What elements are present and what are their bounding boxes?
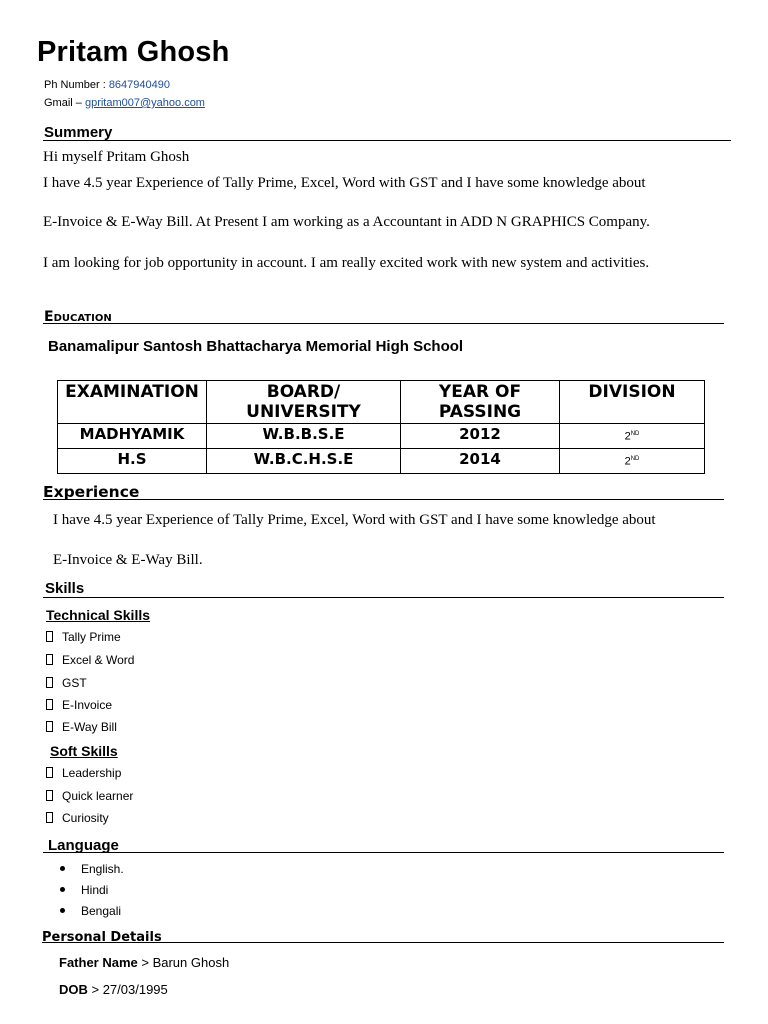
col-examination: EXAMINATION [58, 381, 207, 424]
table-row [58, 449, 705, 474]
phone-value: 8647940490 [108, 79, 170, 91]
soft-skills-heading: Soft Skills [50, 743, 118, 759]
summary-line-1: Hi myself Pritam Ghosh [43, 149, 190, 165]
col-division: DIVISION [560, 381, 705, 424]
bullet-icon [60, 908, 65, 913]
experience-heading: Experience [43, 483, 140, 501]
father-label: Father Name [59, 955, 138, 970]
email-link[interactable]: gpritam007@yahoo.com [84, 97, 205, 109]
skill-label: Quick learner [62, 789, 134, 803]
checkbox-icon [46, 812, 53, 823]
summary-divider [43, 140, 731, 141]
education-table [57, 380, 705, 474]
summary-line-3: E-Invoice & E-Way Bill. At Present I am working as a Accountant in ADD N GRAPHICS Company. [43, 214, 650, 230]
language-label: Hindi [81, 883, 109, 897]
education-heading: Education [44, 309, 112, 325]
division-suffix: ND [630, 431, 640, 437]
table-header-row [58, 381, 705, 424]
school-name: Banamalipur Santosh Bhattacharya Memorial High School [48, 338, 464, 355]
list-item [60, 862, 124, 876]
checkbox-icon [46, 790, 53, 801]
dob-line [59, 982, 168, 997]
board-cell: W.B.C.H.S.E [207, 449, 401, 474]
exam-cell: MADHYAMIK [58, 424, 207, 449]
skills-heading: Skills [45, 580, 85, 597]
experience-line-2: E-Invoice & E-Way Bill. [53, 552, 203, 568]
division-value: 2 [624, 455, 631, 468]
resume-name: Pritam Ghosh [37, 36, 230, 68]
list-item [46, 720, 117, 734]
checkbox-icon [46, 767, 53, 778]
division-cell [560, 424, 705, 449]
list-item [46, 676, 87, 690]
language-label: English. [81, 862, 124, 876]
father-value: > Barun Ghosh [137, 955, 230, 970]
skill-label: Curiosity [62, 811, 109, 825]
year-cell: 2014 [401, 449, 560, 474]
year-cell: 2012 [401, 424, 560, 449]
skills-divider [43, 597, 724, 598]
skill-label: GST [62, 676, 87, 690]
list-item [46, 653, 134, 667]
education-divider [43, 323, 724, 324]
table-row [58, 424, 705, 449]
summary-line-2: I have 4.5 year Experience of Tally Prime, Excel, Word with GST and I have some knowledge about [43, 175, 646, 191]
skill-label: Tally Prime [62, 630, 121, 644]
personal-divider [42, 942, 724, 943]
division-cell [560, 449, 705, 474]
phone-label: Ph Number : [44, 79, 109, 91]
board-cell: W.B.B.S.E [207, 424, 401, 449]
experience-divider [43, 499, 724, 500]
col-board: BOARD/ UNIVERSITY [207, 381, 401, 424]
language-divider [43, 852, 724, 853]
summary-line-4: I am looking for job opportunity in account. I am really excited work with new system and activities. [43, 255, 650, 271]
checkbox-icon [46, 721, 53, 732]
bullet-icon [60, 887, 65, 892]
email-line [44, 97, 205, 109]
email-label: Gmail – [44, 97, 85, 109]
list-item [46, 811, 109, 825]
dob-label: DOB [59, 982, 88, 997]
checkbox-icon [46, 654, 53, 665]
list-item [46, 630, 121, 644]
list-item [60, 883, 108, 897]
division-suffix: ND [630, 456, 640, 462]
checkbox-icon [46, 631, 53, 642]
checkbox-icon [46, 677, 53, 688]
division-value: 2 [624, 430, 631, 443]
skill-label: E-Way Bill [62, 720, 117, 734]
language-heading: Language [48, 837, 119, 854]
list-item [60, 904, 121, 918]
exam-cell: H.S [58, 449, 207, 474]
list-item [46, 698, 112, 712]
skill-label: Excel & Word [62, 653, 135, 667]
experience-line-1: I have 4.5 year Experience of Tally Prime, Excel, Word with GST and I have some knowledge about [53, 512, 656, 528]
personal-heading: Personal Details [42, 930, 162, 945]
phone-line [44, 79, 170, 91]
father-name-line [59, 955, 229, 970]
technical-skills-heading: Technical Skills [46, 607, 151, 623]
list-item [46, 766, 121, 780]
language-label: Bengali [81, 904, 122, 918]
summary-heading: Summery [44, 124, 113, 141]
dob-value: > 27/03/1995 [87, 982, 168, 997]
list-item [46, 789, 133, 803]
col-year: YEAR OF PASSING [401, 381, 560, 424]
bullet-icon [60, 866, 65, 871]
checkbox-icon [46, 699, 53, 710]
skill-label: Leadership [62, 766, 122, 780]
skill-label: E-Invoice [62, 698, 113, 712]
